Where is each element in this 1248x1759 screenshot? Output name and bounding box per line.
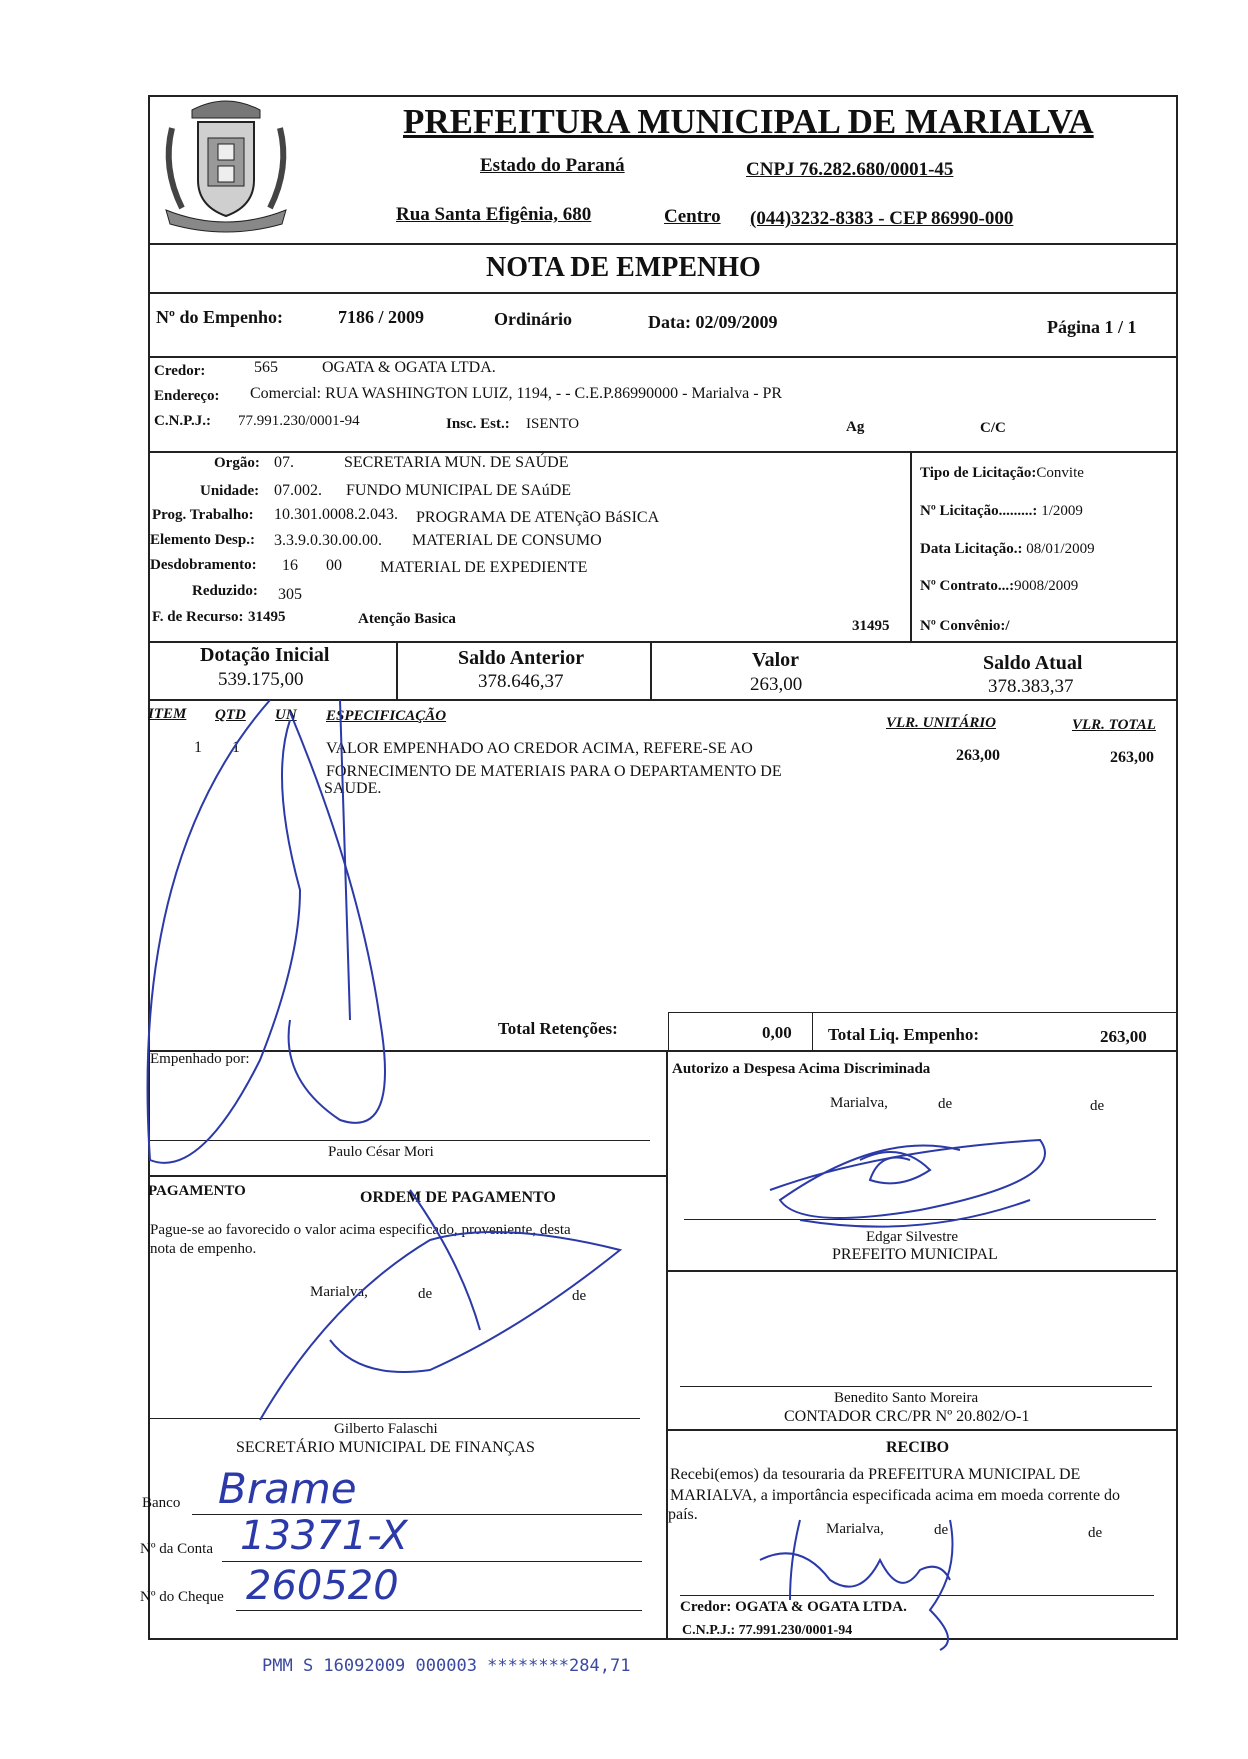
autorizo-label: Autorizo a Despesa Acima Discriminada <box>672 1061 931 1077</box>
empenho-number: 7186 / 2009 <box>338 307 425 327</box>
divider <box>148 699 1178 701</box>
conta-line <box>222 1561 642 1562</box>
recibo-label: RECIBO <box>886 1439 950 1456</box>
item-unit-value: 263,00 <box>956 747 1000 764</box>
contrato-value: 9008/2009 <box>1014 578 1079 594</box>
retencoes-label: Total Retenções: <box>498 1019 618 1038</box>
recibo-text2: MARIALVA, a importância especificada acima em moeda corrente do <box>670 1487 1121 1504</box>
secretario-role: SECRETÁRIO MUNICIPAL DE FINANÇAS <box>236 1439 535 1456</box>
prefeito-name: Edgar Silvestre <box>866 1229 959 1245</box>
saldo-anterior-label: Saldo Anterior <box>458 647 585 669</box>
dotacao-label: Dotação Inicial <box>200 644 330 666</box>
liq-value: 263,00 <box>1100 1027 1147 1046</box>
contador-role: CONTADOR CRC/PR Nº 20.802/O-1 <box>784 1408 1030 1425</box>
autorizo-place: Marialva, <box>830 1095 888 1111</box>
valor-value: 263,00 <box>750 674 803 695</box>
document-title: NOTA DE EMPENHO <box>486 252 761 283</box>
licitacao-date-label: Data Licitação.: 08/01/2009 <box>920 541 1095 557</box>
orgao-name: SECRETARIA MUN. DE SAÚDE <box>344 454 569 471</box>
cnpj-label: C.N.P.J.: <box>154 413 211 429</box>
unidade-label: Unidade: <box>200 483 260 499</box>
recibo-credor: Credor: OGATA & OGATA LTDA. <box>680 1599 907 1615</box>
autorizo-de2: de <box>1090 1098 1105 1114</box>
col-un: UN <box>275 707 297 723</box>
prog-label: Prog. Trabalho: <box>152 507 254 523</box>
credor-address: Comercial: RUA WASHINGTON LUIZ, 1194, - - C.E.P.86990000 - Marialva - PR <box>250 385 783 402</box>
empenho-type: Ordinário <box>494 309 573 329</box>
valor-label: Valor <box>752 649 800 671</box>
credor-code: 565 <box>254 359 278 376</box>
insc-label: Insc. Est.: <box>446 416 510 432</box>
item-spec-line2: FORNECIMENTO DE MATERIAIS PARA O DEPARTAMENTO DE <box>326 763 782 780</box>
divider <box>148 1050 1178 1052</box>
phone-cep: (044)3232-8383 - CEP 86990-000 <box>750 208 1014 229</box>
divider <box>910 451 912 641</box>
street-address: Rua Santa Efigênia, 680 <box>396 204 592 225</box>
divider <box>396 641 398 699</box>
credor-label: Credor: <box>154 363 206 379</box>
recibo-text1: Recebi(emos) da tesouraria da PREFEITURA MUNICIPAL DE <box>670 1466 1081 1483</box>
recibo-cnpj: C.N.P.J.: 77.991.230/0001-94 <box>682 1623 853 1638</box>
pagamento-label: PAGAMENTO <box>148 1183 246 1199</box>
licitacao-date-value: 08/01/2009 <box>1026 541 1095 557</box>
signature-line <box>150 1418 640 1419</box>
state-name: Estado do Paraná <box>480 155 625 176</box>
licitacao-number-value: 1/2009 <box>1041 503 1083 519</box>
retencoes-value: 0,00 <box>762 1023 792 1042</box>
desdob-label: Desdobramento: <box>150 557 257 573</box>
col-qtd: QTD <box>215 707 246 723</box>
divider <box>148 356 1178 358</box>
page-number: Página 1 / 1 <box>1047 317 1137 337</box>
desdob-code2: 00 <box>326 557 342 574</box>
signature-line <box>150 1140 650 1141</box>
cheque-label: Nº do Cheque <box>140 1589 224 1605</box>
recibo-text3: país. <box>668 1506 698 1523</box>
item-spec-line3: SAUDE. <box>324 780 382 797</box>
contrato-label: Nº Contrato...:9008/2009 <box>920 578 1079 594</box>
recibo-place: Marialva, <box>826 1521 884 1537</box>
divider <box>668 1012 1178 1013</box>
empenho-date: Data: 02/09/2009 <box>648 312 778 332</box>
divider <box>668 1012 669 1050</box>
cheque-line <box>236 1610 642 1611</box>
agency-label: Ag <box>846 419 865 435</box>
banco-handwritten: Brame <box>218 1464 357 1513</box>
district: Centro <box>664 206 721 227</box>
col-item: ITEM <box>148 706 187 722</box>
divider <box>148 641 1178 643</box>
contador-name: Benedito Santo Moreira <box>834 1390 979 1406</box>
orgao-code: 07. <box>274 454 294 471</box>
banco-label: Banco <box>142 1495 181 1511</box>
pagamento-place: Marialva, <box>310 1284 368 1300</box>
page-title: PREFEITURA MUNICIPAL DE MARIALVA <box>403 102 1094 141</box>
col-spec: ESPECIFICAÇÃO <box>326 708 447 724</box>
item-qtd: 1 <box>232 739 240 756</box>
prefeito-role: PREFEITO MUNICIPAL <box>832 1246 998 1263</box>
empenho-number-label: Nº do Empenho: <box>156 307 283 327</box>
credor-name: OGATA & OGATA LTDA. <box>322 359 496 376</box>
recurso-label: F. de Recurso: <box>152 609 244 625</box>
saldo-atual-label: Saldo Atual <box>983 652 1083 674</box>
divider <box>148 243 1178 245</box>
divider <box>666 1050 668 1640</box>
col-total: VLR. TOTAL <box>1072 717 1156 733</box>
recibo-de1: de <box>934 1522 949 1538</box>
item-total-value: 263,00 <box>1110 749 1154 766</box>
cnpj-header: CNPJ 76.282.680/0001-45 <box>746 159 954 180</box>
licitacao-number-label: Nº Licitação.........: 1/2009 <box>920 503 1083 519</box>
divider <box>666 1270 1178 1272</box>
insc-value: ISENTO <box>526 416 580 432</box>
item-number: 1 <box>194 739 202 756</box>
divider <box>650 641 652 699</box>
account-label: C/C <box>980 420 1006 436</box>
pagamento-text2: nota de empenho. <box>150 1241 257 1257</box>
divider <box>148 1175 666 1177</box>
saldo-atual-value: 378.383,37 <box>988 676 1074 697</box>
signature-line <box>680 1595 1154 1596</box>
recibo-de2: de <box>1088 1525 1103 1541</box>
desdob-code1: 16 <box>282 557 298 574</box>
desdob-name: MATERIAL DE EXPEDIENTE <box>380 559 588 576</box>
pagamento-de1: de <box>418 1286 433 1302</box>
item-spec-line1: VALOR EMPENHADO AO CREDOR ACIMA, REFERE-SE AO <box>326 740 753 757</box>
dotacao-value: 539.175,00 <box>218 669 304 690</box>
liq-label: Total Liq. Empenho: <box>828 1025 979 1044</box>
divider <box>666 1429 1178 1431</box>
unidade-name: FUNDO MUNICIPAL DE SAúDE <box>346 482 572 499</box>
recurso-code: 31495 <box>248 609 286 625</box>
autorizo-de1: de <box>938 1096 953 1112</box>
elemento-code: 3.3.9.0.30.00.00. <box>274 532 382 549</box>
prog-name: PROGRAMA DE ATENçãO BáSICA <box>416 509 660 526</box>
licitacao-type-value: Convite <box>1036 465 1084 481</box>
payment-stamp: PMM S 16092009 000003 ********284,71 <box>262 1656 631 1676</box>
signature-line <box>684 1219 1156 1220</box>
signature-line <box>680 1386 1152 1387</box>
pagamento-de2: de <box>572 1288 587 1304</box>
divider <box>812 1012 813 1050</box>
reduzido-value: 305 <box>278 586 302 603</box>
convenio-label: Nº Convênio:/ <box>920 618 1010 634</box>
elemento-name: MATERIAL DE CONSUMO <box>412 532 602 549</box>
unidade-code: 07.002. <box>274 482 322 499</box>
address-label: Endereço: <box>154 388 220 404</box>
ordem-label: ORDEM DE PAGAMENTO <box>360 1189 556 1206</box>
prog-code: 10.301.0008.2.043. <box>274 506 398 523</box>
empenhado-name: Paulo César Mori <box>328 1144 434 1160</box>
conta-handwritten: 13371-X <box>240 1513 408 1559</box>
orgao-label: Orgão: <box>214 455 260 471</box>
conta-label: Nº da Conta <box>140 1541 213 1557</box>
secretario-name: Gilberto Falaschi <box>334 1421 438 1437</box>
recurso-name: Atenção Basica <box>358 611 456 627</box>
saldo-anterior-value: 378.646,37 <box>478 671 564 692</box>
licitacao-type-label: Tipo de Licitação:Convite <box>920 465 1084 481</box>
col-unit: VLR. UNITÁRIO <box>886 715 997 731</box>
divider <box>148 451 1178 453</box>
divider <box>148 292 1178 294</box>
coat-of-arms-emblem <box>152 88 300 238</box>
recurso-code2: 31495 <box>852 618 890 634</box>
credor-cnpj: 77.991.230/0001-94 <box>238 413 360 429</box>
cheque-handwritten: 260520 <box>246 1563 399 1609</box>
pagamento-text1: Pague-se ao favorecido o valor acima especificado, proveniente, desta <box>150 1222 571 1238</box>
empenhado-label: Empenhado por: <box>150 1051 250 1067</box>
elemento-label: Elemento Desp.: <box>150 532 255 548</box>
reduzido-label: Reduzido: <box>192 583 258 599</box>
